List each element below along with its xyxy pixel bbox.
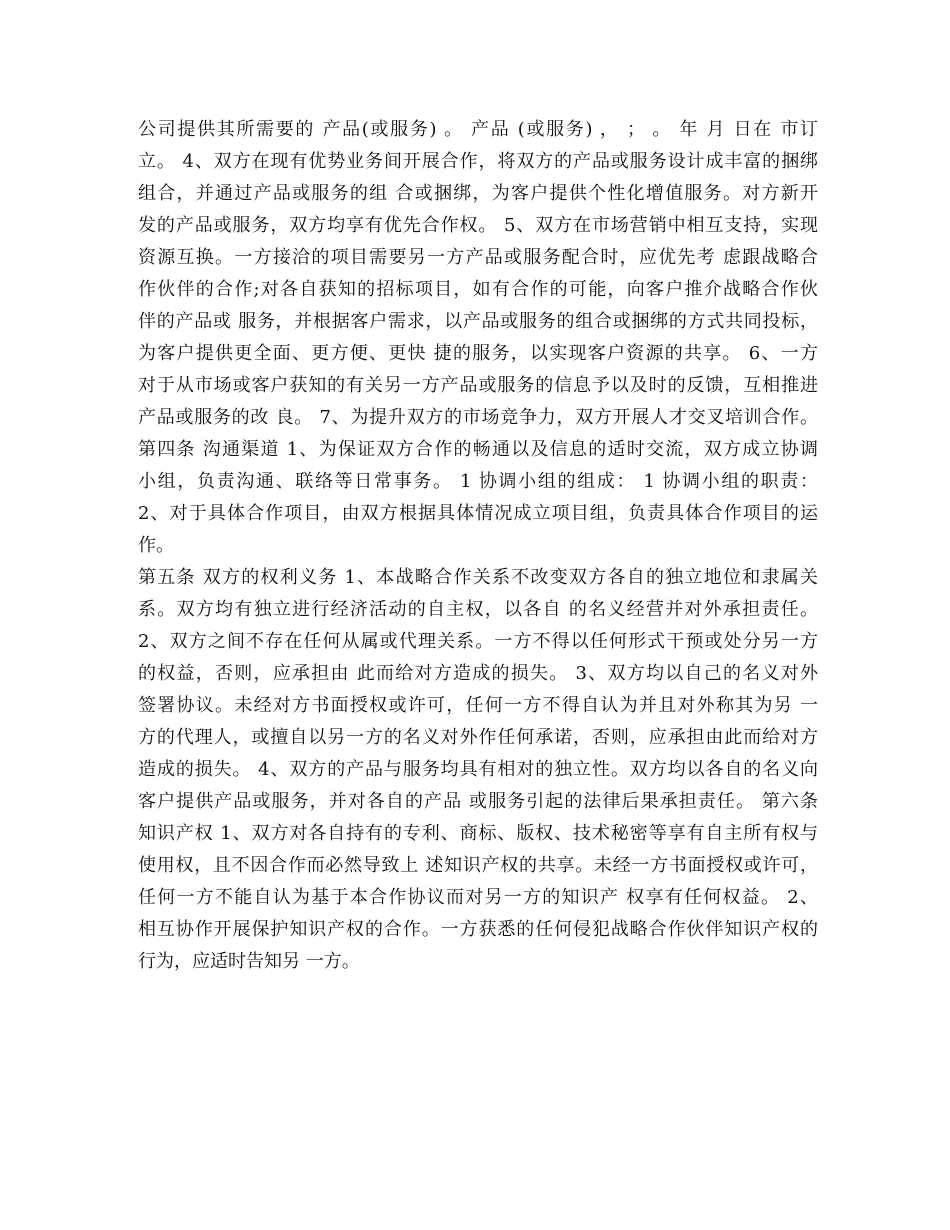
body-text	[138, 114, 818, 978]
text-line: 作伙伴的合作;对各自获知的招标项目，如有合作的可能，向客户推介战略合作伙	[138, 279, 818, 300]
text-line: 产品或服务的改 良。 7、为提升双方的市场竞争力，双方开展人才交叉培训合作。	[138, 407, 818, 428]
text-line: 方的代理人，或擅自以另一方的名义对外作任何承诺，否则，应承担由此而给对方	[138, 727, 818, 748]
text-line: 发的产品或服务，双方均享有优先合作权。 5、双方在市场营销中相互支持，实现	[138, 215, 818, 236]
text-line: 第五条 双方的权利义务 1、本战略合作关系不改变双方各自的独立地位和隶属关	[138, 567, 818, 588]
text-line: 作。	[138, 535, 174, 556]
text-line: 造成的损失。 4、双方的产品与服务均具有相对的独立性。双方均以各自的名义向	[138, 759, 818, 780]
text-line: 任何一方不能自认为基于本合作协议而对另一方的知识产 权享有任何权益。 2、	[138, 887, 818, 908]
text-line: 为客户提供更全面、更方便、更快 捷的服务，以实现客户资源的共享。 6、一方	[138, 343, 818, 364]
text-line: 2、双方之间不存在任何从属或代理关系。一方不得以任何形式干预或处分另一方	[138, 631, 818, 652]
text-line: 小组，负责沟通、联络等日常事务。 1 协调小组的组成： 1 协调小组的职责：	[138, 471, 818, 492]
text-line: 第四条 沟通渠道 1、为保证双方合作的畅通以及信息的适时交流，双方成立协调	[138, 439, 818, 460]
text-line: 知识产权 1、双方对各自持有的专利、商标、版权、技术秘密等享有自主所有权与	[138, 823, 818, 844]
text-line: 客户提供产品或服务，并对各自的产品 或服务引起的法律后果承担责任。 第六条	[138, 791, 818, 812]
text-line: 签署协议。未经对方书面授权或许可，任何一方不得自认为并且对外称其为另 一	[138, 695, 818, 716]
text-line: 行为，应适时告知另 一方。	[138, 951, 360, 972]
text-line: 对于从市场或客户获知的有关另一方产品或服务的信息予以及时的反馈，互相推进	[138, 375, 818, 396]
text-line: 资源互换。一方接洽的项目需要另一方产品或服务配合时，应优先考 虑跟战略合	[138, 247, 818, 268]
text-line: 的权益，否则，应承担由 此而给对方造成的损失。 3、双方均以自己的名义对外	[138, 663, 818, 684]
text-line: 伴的产品或 服务，并根据客户需求，以产品或服务的组合或捆绑的方式共同投标，	[138, 311, 818, 332]
text-line: 公司提供其所需要的 产品(或服务) 。 产品 (或服务) ， ； 。 年 月 日在 市订	[138, 119, 818, 140]
text-line: 组合，并通过产品或服务的组 合或捆绑，为客户提供个性化增值服务。对方新开	[138, 183, 818, 204]
text-line: 相互协作开展保护知识产权的合作。一方获悉的任何侵犯战略合作伙伴知识产权的	[138, 919, 818, 940]
text-line: 立。 4、双方在现有优势业务间开展合作，将双方的产品或服务设计成丰富的捆绑	[138, 151, 818, 172]
text-line: 使用权，且不因合作而必然导致上 述知识产权的共享。未经一方书面授权或许可，	[138, 855, 818, 876]
text-line: 2、对于具体合作项目，由双方根据具体情况成立项目组，负责具体合作项目的运	[138, 503, 818, 524]
text-line: 系。双方均有独立进行经济活动的自主权，以各自 的名义经营并对外承担责任。	[138, 599, 818, 620]
